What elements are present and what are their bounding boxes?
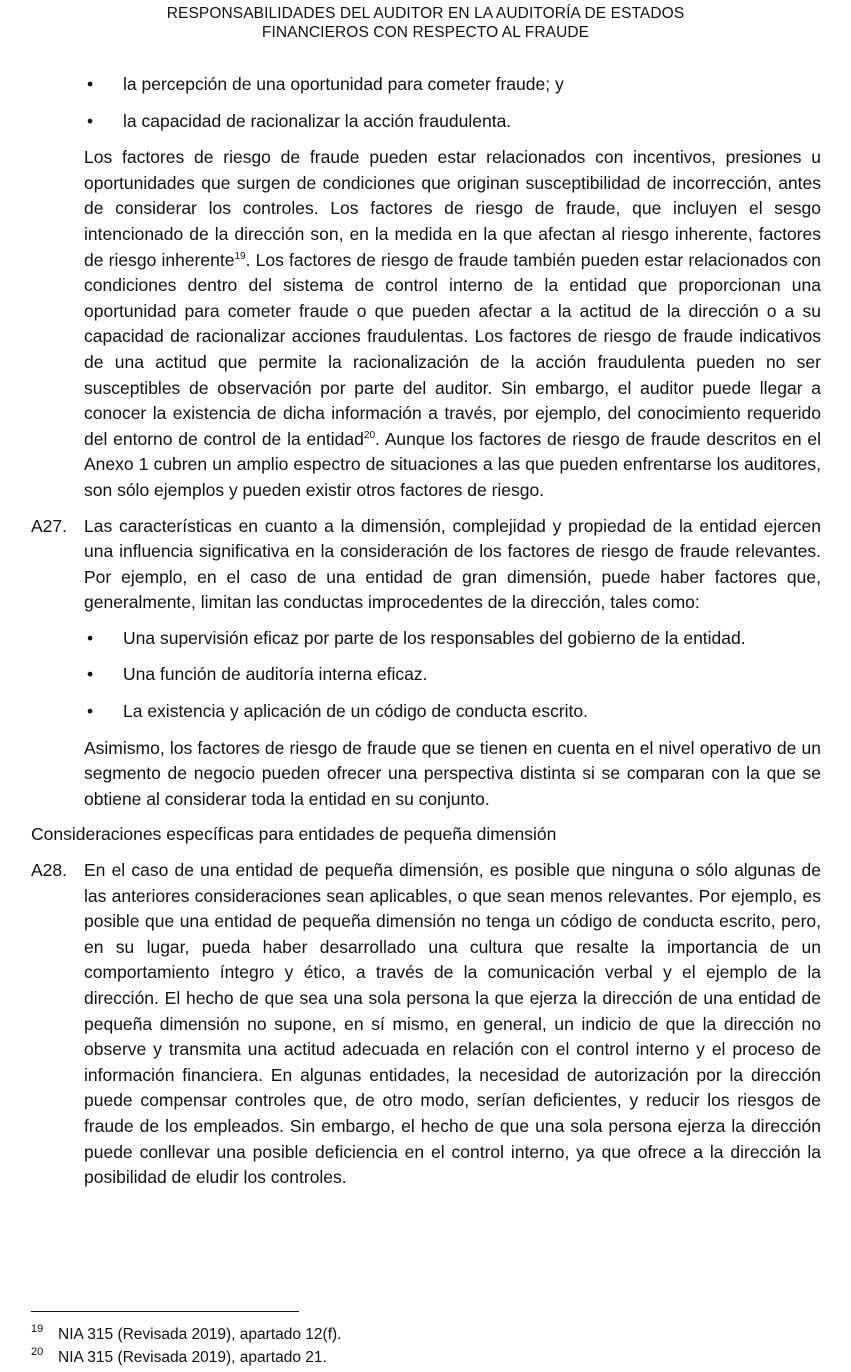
- list-item: [31, 626, 821, 652]
- a27-closing-paragraph: Asimismo, los factores de riesgo de fraude que se tienen en cuenta en el nivel operativo de un segmento de negocio pueden ofrecer una perspectiva distinta si se comparan con la que se obtiene al considerar toda la entidad en su conjunto.: [84, 737, 821, 809]
- footnote-text: NIA 315 (Revisada 2019), apartado 12(f).: [58, 1326, 342, 1343]
- footnote-ref-20[interactable]: 20: [363, 429, 376, 441]
- paragraph-number: A27.: [31, 515, 67, 536]
- footnote-number: 19: [31, 1323, 44, 1335]
- paragraph-a28: [31, 858, 821, 1191]
- bullet-icon: •: [87, 627, 94, 648]
- list-item: [31, 109, 821, 135]
- footnote-divider: [31, 1311, 299, 1312]
- bullet-icon: •: [87, 701, 94, 722]
- section-heading: Consideraciones específicas para entidades de pequeña dimensión: [31, 824, 557, 845]
- list-item: [31, 699, 821, 725]
- paragraph-number: A28.: [31, 860, 67, 881]
- paragraph-a27: [31, 514, 821, 616]
- list-item: [31, 72, 821, 98]
- list-item: [31, 662, 821, 688]
- bullet-icon: •: [87, 664, 94, 685]
- bullet-icon: •: [87, 110, 94, 131]
- page-header: [0, 4, 851, 42]
- list-item-text: la percepción de una oportunidad para cometer fraude; y: [123, 74, 564, 94]
- header-line-2: FINANCIEROS CON RESPECTO AL FRAUDE: [261, 24, 590, 41]
- paragraph-text: . Aunque los factores de riesgo de fraude descritos en el Anexo 1 cubren un amplio espectro de situaciones a las que pueden enfrentarse los auditores, son sólo ejemplos y pueden existir otros factores de riesgo.: [84, 428, 821, 500]
- paragraph-text: En el caso de una entidad de pequeña dimensión, es posible que ninguna o sólo algunas de las anteriores consideraciones sean aplicables, o que sean menos relevantes. Por ejemplo, es posible que una entidad de pequeña dimensión no tenga un código de conducta escrito, pero, en su lugar, pueda haber desarrollado una cultura que resalte la importancia de un comportamiento íntegro y ético, a través de la comunicación verbal y el ejemplo de la dirección. El hecho de que sea una sola persona la que ejerza la dirección de una entidad de pequeña dimensión no supone, en sí mismo, en general, un indicio de que la dirección no observe y transmita una actitud adecuada en relación con el control interno y el proceso de información financiera. En algunas entidades, la necesidad de autorización por la dirección puede compensar controles que, de otro modo, serían deficientes, y reducir los riesgos de fraude de los empleados. Sin embargo, el hecho de que una sola persona ejerza la dirección puede conllevar una posible deficiencia en el control interno, ya que ofrece a la dirección la posibilidad de eludir los controles.: [84, 860, 821, 1188]
- paragraph-text: Los factores de riesgo de fraude pueden estar relacionados con incentivos, presiones u oportunidades que surgen de condiciones que originan susceptibilidad de incorrección, antes de considerar los controles. Los factores de riesgo de fraude, que incluyen el sesgo intencionado de la dirección son, en la medida en la que afectan al riesgo inherente, factores de riesgo inherente: [84, 147, 821, 270]
- footnote-19: [31, 1323, 821, 1346]
- document-body: [31, 72, 821, 1201]
- paragraph-text: Las características en cuanto a la dimensión, complejidad y propiedad de la entidad ejercen una influencia significativa en la consideración de los factores de riesgo de fraude relevantes. Por ejemplo, en el caso de una entidad de gran dimensión, puede haber factores que, generalmente, limitan las conductas improcedentes de la dirección, tales como:: [84, 515, 821, 613]
- list-item-text: Una supervisión eficaz por parte de los responsables del gobierno de la entidad.: [123, 627, 746, 648]
- footnotes: [31, 1323, 821, 1369]
- footnote-20: [31, 1346, 821, 1369]
- header-line-1: RESPONSABILIDADES DEL AUDITOR EN LA AUDITORÍA DE ESTADOS: [166, 5, 685, 22]
- footnote-text: NIA 315 (Revisada 2019), apartado 21.: [58, 1349, 327, 1366]
- footnote-number: 20: [31, 1346, 44, 1358]
- footnote-ref-19[interactable]: 19: [234, 250, 246, 262]
- risk-factors-paragraph: [31, 145, 821, 503]
- bullet-icon: •: [87, 74, 94, 94]
- list-item-text: La existencia y aplicación de un código de conducta escrito.: [123, 701, 589, 722]
- paragraph-text: . Los factores de riesgo de fraude también pueden estar relacionados con condiciones dentro del sistema de control interno de la entidad que proporcionan una oportunidad para cometer fraude o que pueden afectar a la actitud de la dirección o a su capacidad de racionalizar acciones fraudulentas. Los factores de riesgo de fraude indicativos de una actitud que permite la racionalización de la acción fraudulenta pueden no ser susceptibles de observación por parte del auditor. Sin embargo, el auditor puede llegar a conocer la existencia de dicha información a través, por ejemplo, del conocimiento requerido del entorno de control de la entidad: [84, 249, 822, 449]
- list-item-text: la capacidad de racionalizar la acción fraudulenta.: [123, 110, 512, 131]
- list-item-text: Una función de auditoría interna eficaz.: [123, 664, 428, 685]
